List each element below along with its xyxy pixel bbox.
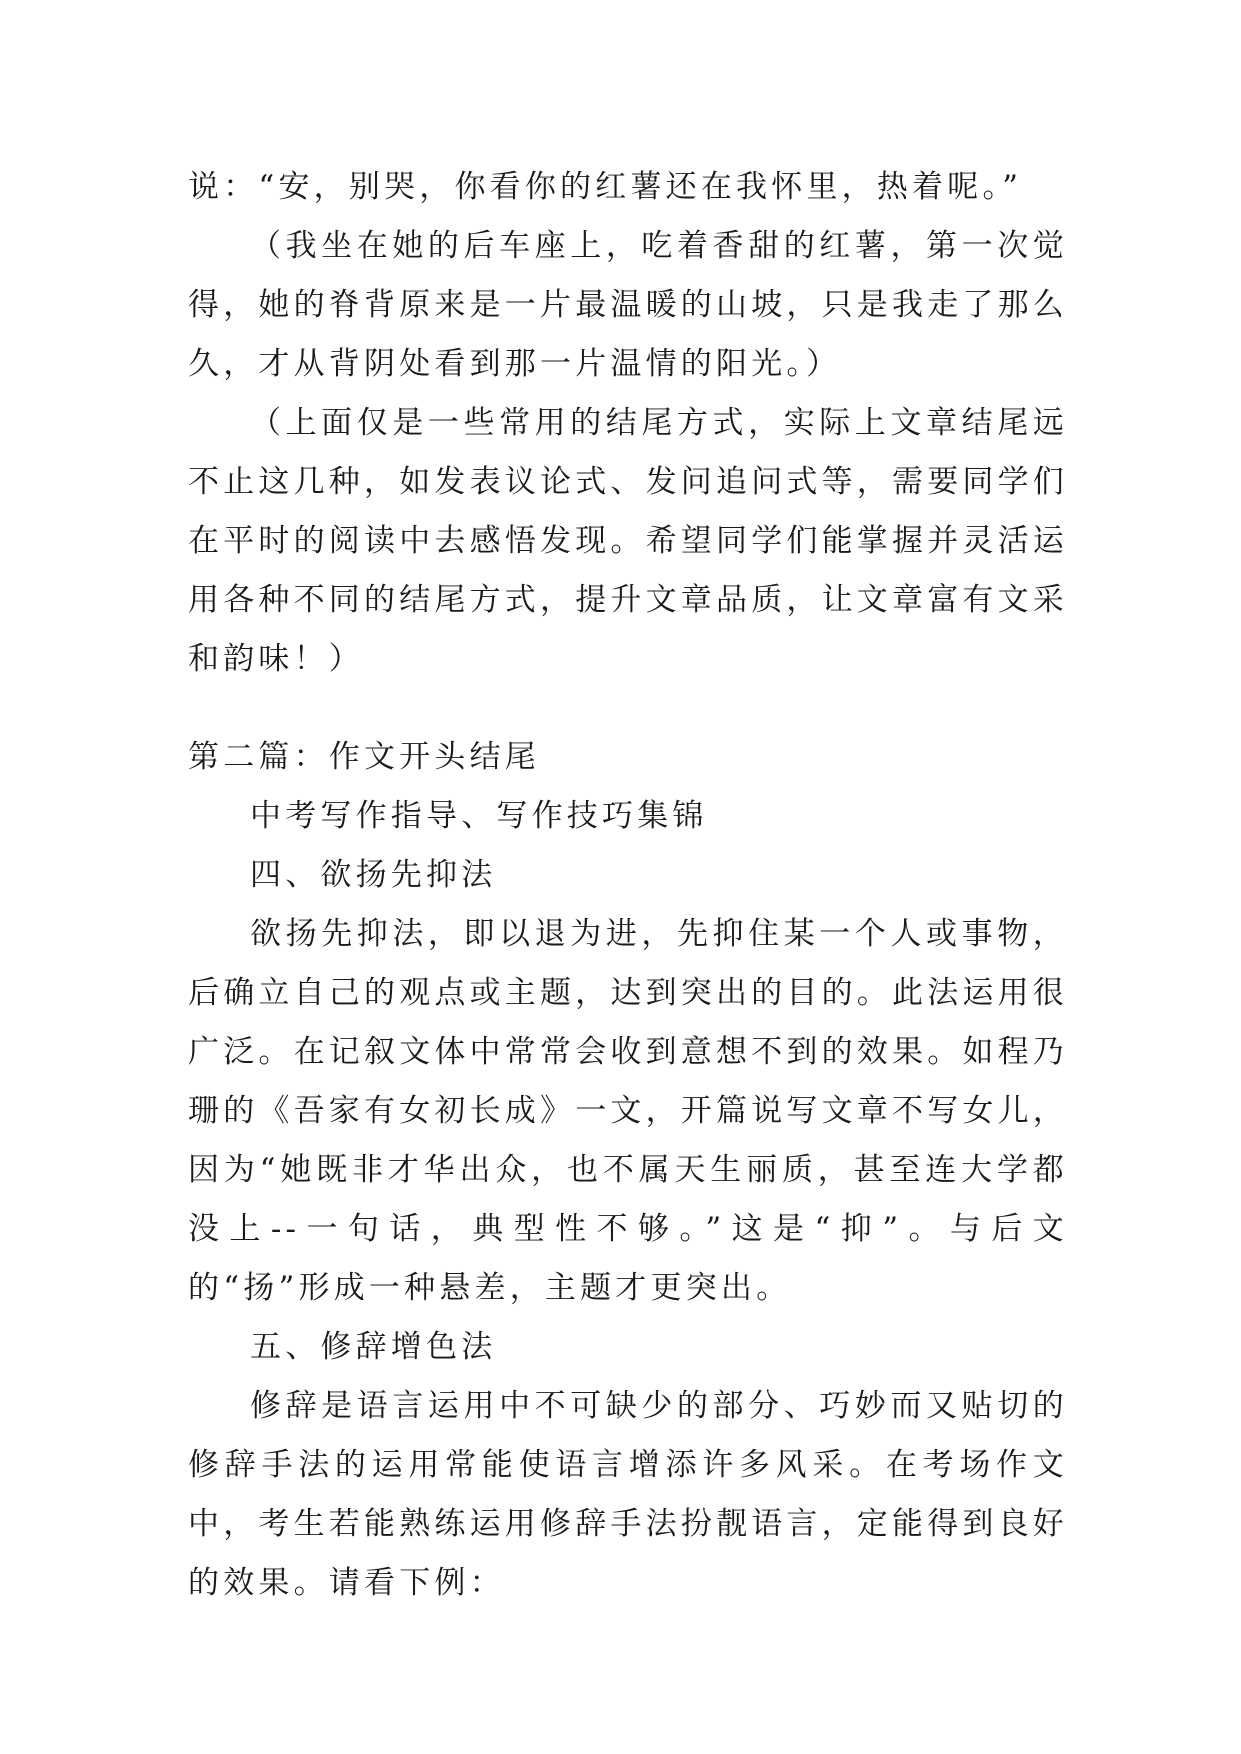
- section-subtitle: 中考写作指导、写作技巧集锦: [250, 798, 708, 834]
- paragraph-four: 欲扬先抑法，即以退为进，先抑住某一个人或事物，后确立自己的观点或主题，达到突出的目的。此法运用很广泛。在记叙文体中常常会收到意想不到的效果。如程乃珊的《吾家有女初长成》一文，开篇说写文章不写女儿，因为“她既非才华出众，也不属天生丽质，甚至连大学都没上--一句话，典型性不够。”这是“抑”。与后文的“扬”形成一种悬差，主题才更突出。: [188, 916, 1068, 1306]
- heading-four: 四、欲扬先抑法: [250, 857, 497, 893]
- paragraph-memory: （我坐在她的后车座上，吃着香甜的红薯，第一次觉得，她的脊背原来是一片最温暖的山坡，只是我走了那么久，才从背阴处看到那一片温情的阳光。）: [188, 228, 1068, 382]
- paragraph-summary-note: （上面仅是一些常用的结尾方式，实际上文章结尾远不止这几种，如发表议论式、发问追问式等，需要同学们在平时的阅读中去感悟发现。希望同学们能掌握并灵活运用各种不同的结尾方式，提升文章品质，让文章富有文采和韵味！）: [188, 405, 1068, 677]
- paragraph-five: 修辞是语言运用中不可缺少的部分、巧妙而又贴切的修辞手法的运用常能使语言增添许多风采。在考场作文中，考生若能熟练运用修辞手法扮靓语言，定能得到良好的效果。请看下例：: [188, 1388, 1068, 1601]
- paragraph-dialogue: 说：“安，别哭，你看你的红薯还在我怀里，热着呢。”: [188, 169, 1023, 205]
- section-title: 第二篇：作文开头结尾: [188, 739, 540, 775]
- document-body: [188, 158, 1068, 1613]
- heading-five: 五、修辞增色法: [250, 1329, 497, 1365]
- section-spacer: [188, 689, 1068, 728]
